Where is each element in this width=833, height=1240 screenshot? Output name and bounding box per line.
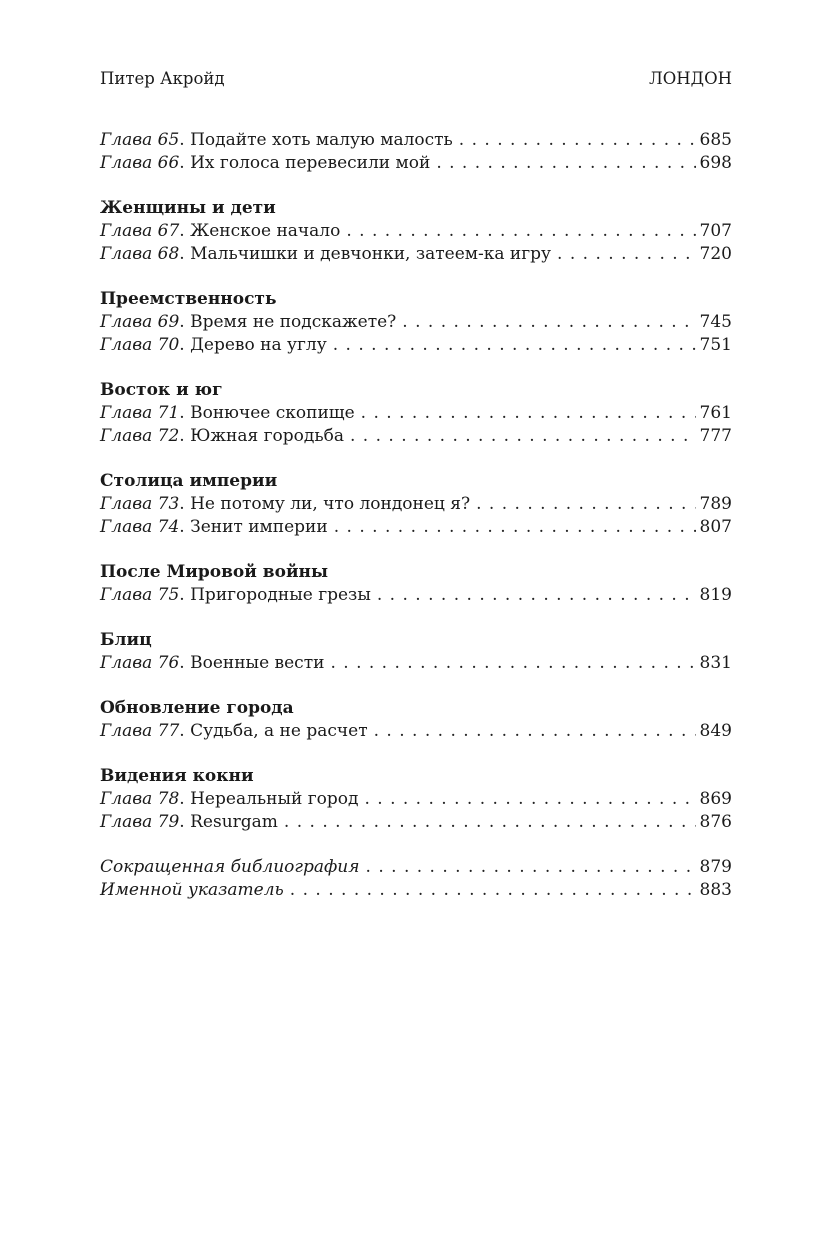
dot-leader [374, 720, 696, 743]
chapter-word: Глава [100, 812, 153, 832]
chapter-word: Глава [100, 426, 153, 446]
chapter-word: Глава [100, 494, 153, 514]
chapter-num: 68 [157, 244, 180, 264]
toc-entry-title: Подайте хоть малую малость [190, 130, 453, 150]
chapter-num: 73 [157, 494, 180, 514]
toc-entry-title: Сокращенная библиография [100, 857, 360, 877]
toc-entry-title: Вонючее скопище [190, 403, 355, 423]
chapter-number [100, 130, 179, 150]
dot-leader [361, 402, 696, 425]
toc-section-title: Видения кокни [100, 766, 254, 786]
toc-page-number: 883 [699, 880, 732, 900]
chapter-word: Глава [100, 244, 153, 264]
chapter-number [100, 585, 179, 605]
toc-entry-label [100, 856, 360, 879]
dot-leader [333, 334, 696, 357]
chapter-number [100, 721, 179, 741]
chapter-word: Глава [100, 335, 153, 355]
chapter-num: 69 [157, 312, 180, 332]
toc-backmatter-entry[interactable] [100, 856, 732, 879]
chapter-num: 76 [157, 653, 180, 673]
toc-page-number: 831 [699, 653, 732, 673]
chapter-word: Глава [100, 789, 153, 809]
chapter-number [100, 335, 179, 355]
chapter-number [100, 426, 179, 446]
toc-entry[interactable] [100, 220, 732, 243]
toc-section-title: Столица империи [100, 471, 278, 491]
toc-entry-label [100, 879, 284, 902]
toc-entry[interactable] [100, 243, 732, 266]
dot-leader [557, 243, 696, 266]
toc-section-title: Обновление города [100, 698, 294, 718]
chapter-word: Глава [100, 153, 153, 173]
toc-entry-title: Их голоса перевесили мой [190, 153, 431, 173]
chapter-number [100, 244, 179, 264]
chapter-num: 70 [157, 335, 180, 355]
chapter-number [100, 494, 179, 514]
toc-entry[interactable] [100, 652, 732, 675]
chapter-num: 65 [157, 130, 180, 150]
chapter-word: Глава [100, 585, 153, 605]
toc-entry-title: Мальчишки и девчонки, затеем-ка игру [190, 244, 552, 264]
toc-section [100, 765, 732, 834]
toc-entry-label: Глава 73. Не потому ли, что лондонец я? [100, 494, 471, 514]
toc-entry-label: Глава 68. Мальчишки и девчонки, затеем-ка игру [100, 244, 552, 264]
toc-entry[interactable] [100, 425, 732, 448]
toc-page-number: 807 [699, 517, 732, 537]
toc-entry-label: Глава 74. Зенит империи [100, 517, 328, 537]
toc-page-number: 849 [699, 721, 732, 741]
toc-page-number: 869 [699, 789, 732, 809]
dot-leader [366, 856, 696, 879]
dot-leader [476, 493, 695, 516]
chapter-number [100, 312, 179, 332]
chapter-number [100, 221, 179, 241]
dot-leader [334, 516, 696, 539]
chapter-num: 66 [157, 153, 180, 173]
chapter-word: Глава [100, 312, 153, 332]
toc-entry[interactable] [100, 493, 732, 516]
toc-backmatter-entry[interactable] [100, 879, 732, 902]
toc-entry-title: Женское начало [190, 221, 341, 241]
chapter-num: 74 [157, 517, 180, 537]
toc-section-title: Блиц [100, 630, 152, 650]
toc-section [100, 379, 732, 448]
toc-section [100, 470, 732, 539]
toc-section-title: Восток и юг [100, 380, 223, 400]
toc-entry[interactable] [100, 334, 732, 357]
chapter-word: Глава [100, 221, 153, 241]
toc-entry-label: Глава 77. Судьба, а не расчет [100, 721, 368, 741]
toc-page-number: 761 [699, 403, 732, 423]
toc-entry-title: Именной указатель [100, 880, 284, 900]
chapter-num: 75 [157, 585, 180, 605]
toc-page-number: 876 [699, 812, 732, 832]
toc-entry-title: Нереальный город [190, 789, 359, 809]
toc-entry-label: Глава 72. Южная городьба [100, 426, 344, 446]
toc-entry-title: Не потому ли, что лондонец я? [190, 494, 471, 514]
dot-leader [346, 220, 695, 243]
toc-entry-title: Судьба, а не расчет [190, 721, 368, 741]
dot-leader [350, 425, 696, 448]
chapter-number [100, 517, 179, 537]
dot-leader [364, 788, 695, 811]
chapter-word: Глава [100, 721, 153, 741]
toc-page-number: 720 [699, 244, 732, 264]
running-head [100, 68, 732, 90]
dot-leader [284, 811, 696, 834]
header-author: Питер Акройд [100, 69, 225, 88]
table-of-contents [100, 129, 732, 924]
toc-entry[interactable] [100, 129, 732, 152]
dot-leader [377, 584, 696, 607]
toc-entry-label: Глава 76. Военные вести [100, 653, 325, 673]
toc-entry[interactable] [100, 152, 732, 175]
toc-back-matter [100, 856, 732, 902]
toc-entry[interactable] [100, 516, 732, 539]
toc-entry-label: Глава 65. Подайте хоть малую малость [100, 130, 453, 150]
toc-entry[interactable] [100, 402, 732, 425]
toc-entry-label: Глава 75. Пригородные грезы [100, 585, 371, 605]
toc-entry-label: Глава 67. Женское начало [100, 221, 341, 241]
dot-leader [402, 311, 695, 334]
toc-section [100, 288, 732, 357]
toc-section [100, 629, 732, 675]
chapter-word: Глава [100, 653, 153, 673]
chapter-word: Глава [100, 403, 153, 423]
toc-section-continued [100, 129, 732, 175]
toc-section-title: После Мировой войны [100, 562, 329, 582]
toc-entry-title: Время не подскажете? [190, 312, 397, 332]
chapter-number [100, 789, 179, 809]
dot-leader [330, 652, 695, 675]
chapter-num: 78 [157, 789, 180, 809]
toc-entry-title: Южная городьба [190, 426, 344, 446]
chapter-number [100, 153, 179, 173]
toc-entry-label: Глава 70. Дерево на углу [100, 335, 327, 355]
toc-page-number: 819 [699, 585, 732, 605]
chapter-word: Глава [100, 130, 153, 150]
dot-leader [290, 879, 696, 902]
toc-entry[interactable] [100, 811, 732, 834]
toc-entry-title: Дерево на углу [190, 335, 327, 355]
toc-entry-title: Пригородные грезы [190, 585, 371, 605]
toc-entry-title: Resurgam [190, 812, 278, 832]
toc-page-number: 685 [699, 130, 732, 150]
chapter-number [100, 653, 179, 673]
toc-section [100, 561, 732, 607]
toc-entry-title: Военные вести [190, 653, 325, 673]
toc-entry[interactable] [100, 311, 732, 334]
header-book-title: ЛОНДОН [648, 69, 732, 88]
toc-page-number: 707 [699, 221, 732, 241]
toc-entry-label: Глава 71. Вонючее скопище [100, 403, 355, 423]
toc-entry-label: Глава 69. Время не подскажете? [100, 312, 397, 332]
toc-entry[interactable] [100, 788, 732, 811]
toc-entry-label: Глава 78. Нереальный город [100, 789, 359, 809]
toc-section [100, 197, 732, 266]
chapter-word: Глава [100, 517, 153, 537]
toc-entry-label: Глава 66. Их голоса перевесили мой [100, 153, 431, 173]
toc-page-number: 745 [699, 312, 732, 332]
chapter-num: 77 [157, 721, 180, 741]
chapter-num: 72 [157, 426, 180, 446]
dot-leader [436, 152, 695, 175]
toc-page-number: 789 [699, 494, 732, 514]
chapter-num: 79 [157, 812, 180, 832]
toc-entry-title: Зенит империи [190, 517, 328, 537]
toc-section-title: Женщины и дети [100, 198, 276, 218]
toc-entry-label: Глава 79. Resurgam [100, 812, 278, 832]
toc-entry[interactable] [100, 584, 732, 607]
toc-page-number: 777 [699, 426, 732, 446]
toc-page-number: 751 [699, 335, 732, 355]
toc-entry[interactable] [100, 720, 732, 743]
toc-page-number: 698 [699, 153, 732, 173]
chapter-num: 67 [157, 221, 180, 241]
toc-section [100, 697, 732, 743]
dot-leader [459, 129, 696, 152]
chapter-number [100, 403, 179, 423]
chapter-number [100, 812, 179, 832]
toc-section-title: Преемственность [100, 289, 277, 309]
chapter-num: 71 [157, 403, 180, 423]
toc-page-number: 879 [699, 857, 732, 877]
